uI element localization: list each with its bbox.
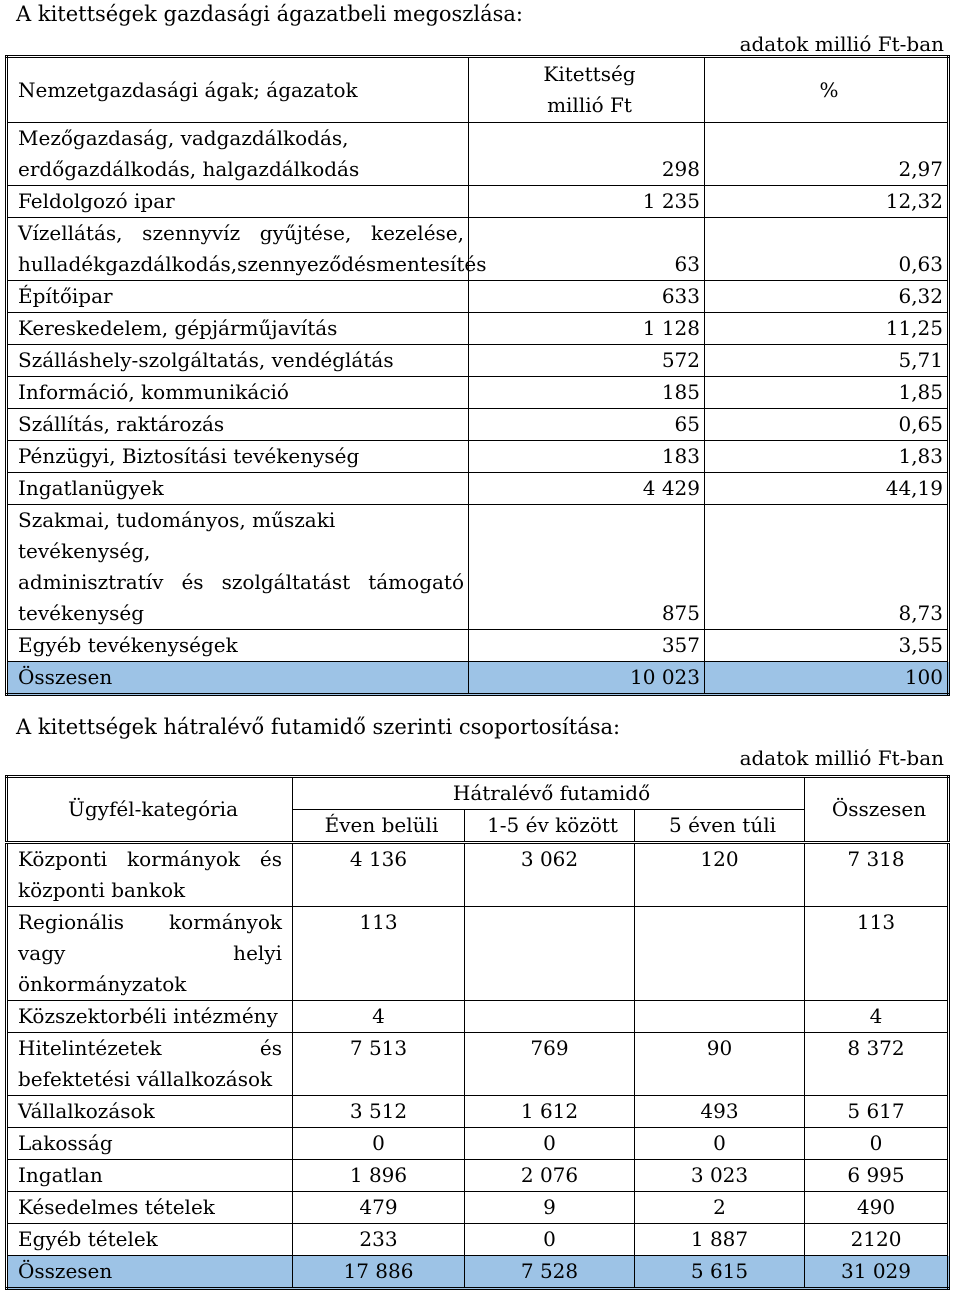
category-name — [7, 843, 293, 907]
sector-name-line: Építőipar — [18, 284, 113, 308]
category-name-line: Késedelmes tételek — [18, 1195, 215, 1219]
sector-name-line: erdőgazdálkodás, halgazdálkodás — [18, 157, 360, 181]
value-mid: 3 062 — [465, 843, 635, 907]
total-over: 5 615 — [635, 1256, 805, 1289]
sector-name — [7, 345, 469, 377]
value-total: 6 995 — [805, 1160, 949, 1192]
value-within: 4 136 — [293, 843, 465, 907]
value-total: 490 — [805, 1192, 949, 1224]
value-within: 233 — [293, 1224, 465, 1256]
sector-name — [7, 409, 469, 441]
category-name — [7, 1096, 293, 1128]
value-over: 90 — [635, 1033, 805, 1096]
percent-value: 0,63 — [705, 218, 949, 281]
sector-exposure-table — [5, 55, 950, 696]
category-name-line: Regionális kormányok — [18, 910, 282, 934]
category-name-line: vagy helyi — [18, 941, 282, 965]
sector-name — [7, 505, 469, 630]
table-row — [7, 1160, 949, 1192]
category-name-line: Ingatlan — [18, 1163, 103, 1187]
exposure-value: 572 — [469, 345, 705, 377]
value-mid: 0 — [465, 1224, 635, 1256]
header-one-to-five: 1-5 év között — [465, 810, 635, 843]
percent-value: 11,25 — [705, 313, 949, 345]
value-over: 3 023 — [635, 1160, 805, 1192]
value-over — [635, 1001, 805, 1033]
total-total: 31 029 — [805, 1256, 949, 1289]
percent-value: 8,73 — [705, 505, 949, 630]
table-row — [7, 1033, 949, 1096]
sector-name-line: Vízellátás, szennyvíz gyűjtése, kezelése, — [18, 221, 464, 245]
sector-name-line: Kereskedelem, gépjárműjavítás — [18, 316, 338, 340]
sector-name — [7, 473, 469, 505]
value-over: 493 — [635, 1096, 805, 1128]
value-total: 4 — [805, 1001, 949, 1033]
sector-name — [7, 281, 469, 313]
total-within: 17 886 — [293, 1256, 465, 1289]
table-header-row — [7, 777, 949, 810]
value-within: 3 512 — [293, 1096, 465, 1128]
sector-name — [7, 218, 487, 281]
value-over: 0 — [635, 1128, 805, 1160]
value-total: 7 318 — [805, 843, 949, 907]
total-label: Összesen — [7, 1256, 293, 1289]
category-name-line: Központi kormányok és — [18, 847, 282, 871]
percent-value: 1,83 — [705, 441, 949, 473]
table-row — [7, 505, 949, 630]
value-mid: 1 612 — [465, 1096, 635, 1128]
category-name — [7, 1160, 293, 1192]
value-mid: 769 — [465, 1033, 635, 1096]
sector-name — [7, 313, 469, 345]
table-row — [7, 1001, 949, 1033]
sector-name-line: Feldolgozó ipar — [18, 189, 175, 213]
total-row — [7, 1256, 949, 1289]
sector-name-line: adminisztratív és szolgáltatást támogató — [18, 570, 464, 594]
percent-value: 12,32 — [705, 186, 949, 218]
category-name — [7, 1224, 293, 1256]
table-row — [7, 907, 949, 1001]
value-over: 120 — [635, 843, 805, 907]
category-name-line: Közszektorbéli intézmény — [18, 1004, 278, 1028]
sector-name-line: Egyéb tevékenységek — [18, 633, 238, 657]
exposure-value: 875 — [469, 505, 705, 630]
value-mid: 2 076 — [465, 1160, 635, 1192]
exposure-value: 63 — [469, 218, 705, 281]
table-row — [7, 843, 949, 907]
table-row — [7, 281, 949, 313]
value-total: 113 — [805, 907, 949, 1001]
percent-value: 6,32 — [705, 281, 949, 313]
sector-name-line: Szállítás, raktározás — [18, 412, 225, 436]
percent-value: 44,19 — [705, 473, 949, 505]
table-row — [7, 1128, 949, 1160]
section2-unit: adatok millió Ft-ban — [739, 746, 944, 770]
table-row — [7, 1096, 949, 1128]
header-exposure-line1: Kitettség — [543, 62, 636, 86]
total-label: Összesen — [7, 662, 469, 695]
table-row — [7, 1224, 949, 1256]
section1-unit: adatok millió Ft-ban — [739, 32, 944, 56]
category-name — [7, 1128, 293, 1160]
total-row — [7, 662, 949, 695]
value-within: 479 — [293, 1192, 465, 1224]
value-total: 8 372 — [805, 1033, 949, 1096]
table-row — [7, 218, 949, 281]
percent-value: 2,97 — [705, 123, 949, 186]
value-within: 113 — [293, 907, 465, 1001]
value-within: 7 513 — [293, 1033, 465, 1096]
category-name — [7, 1001, 293, 1033]
header-remaining: Hátralévő futamidő — [293, 777, 805, 810]
header-within-year: Éven belüli — [293, 810, 465, 843]
header-total: Összesen — [805, 777, 949, 843]
category-name — [7, 907, 293, 1001]
value-over: 2 — [635, 1192, 805, 1224]
value-mid: 0 — [465, 1128, 635, 1160]
sector-name-line: Mezőgazdaság, vadgazdálkodás, — [18, 126, 349, 150]
exposure-value: 357 — [469, 630, 705, 662]
sector-name — [7, 377, 469, 409]
sector-name-line: hulladékgazdálkodás,szennyeződésmentesítés — [18, 252, 487, 276]
value-total: 0 — [805, 1128, 949, 1160]
category-name-line: központi bankok — [18, 878, 186, 902]
value-total: 2120 — [805, 1224, 949, 1256]
percent-value: 5,71 — [705, 345, 949, 377]
sector-name-line: Szálláshely-szolgáltatás, vendéglátás — [18, 348, 394, 372]
sector-name — [7, 441, 469, 473]
exposure-value: 633 — [469, 281, 705, 313]
value-within: 4 — [293, 1001, 465, 1033]
value-mid — [465, 1001, 635, 1033]
value-total: 5 617 — [805, 1096, 949, 1128]
header-sector: Nemzetgazdasági ágak; ágazatok — [7, 57, 469, 123]
section1-title: A kitettségek gazdasági ágazatbeli megoszlása: — [16, 2, 523, 26]
category-name-line: önkormányzatok — [18, 972, 187, 996]
exposure-value: 185 — [469, 377, 705, 409]
table-row — [7, 441, 949, 473]
value-over — [635, 907, 805, 1001]
table-row — [7, 186, 949, 218]
section2-title: A kitettségek hátralévő futamidő szerinti csoportosítása: — [16, 715, 621, 739]
category-name — [7, 1033, 293, 1096]
table-header-row — [7, 57, 949, 123]
table-row — [7, 377, 949, 409]
exposure-value: 298 — [469, 123, 705, 186]
maturity-table — [5, 775, 950, 1290]
sector-name-line: Pénzügyi, Biztosítási tevékenység — [18, 444, 360, 468]
table-row — [7, 123, 949, 186]
table-row — [7, 313, 949, 345]
category-name-line: Egyéb tételek — [18, 1227, 158, 1251]
total-value: 10 023 — [469, 662, 705, 695]
table-row — [7, 473, 949, 505]
total-pct: 100 — [705, 662, 949, 695]
exposure-value: 1 235 — [469, 186, 705, 218]
header-exposure-line2: millió Ft — [547, 93, 632, 117]
percent-value: 1,85 — [705, 377, 949, 409]
category-name-line: Vállalkozások — [18, 1099, 155, 1123]
table-row — [7, 409, 949, 441]
total-mid: 7 528 — [465, 1256, 635, 1289]
table-row — [7, 345, 949, 377]
exposure-value: 1 128 — [469, 313, 705, 345]
sector-name-line: Szakmai, tudományos, műszaki tevékenység, — [18, 508, 336, 563]
table-row — [7, 630, 949, 662]
value-over: 1 887 — [635, 1224, 805, 1256]
category-name-line: Hitelintézetek és — [18, 1036, 282, 1060]
sector-name-line: Ingatlanügyek — [18, 476, 164, 500]
percent-value: 0,65 — [705, 409, 949, 441]
exposure-value: 65 — [469, 409, 705, 441]
header-percent: % — [705, 57, 949, 123]
sector-name-line: Információ, kommunikáció — [18, 380, 289, 404]
header-over-five: 5 éven túli — [635, 810, 805, 843]
value-mid — [465, 907, 635, 1001]
value-within: 1 896 — [293, 1160, 465, 1192]
table-row — [7, 1192, 949, 1224]
exposure-value: 4 429 — [469, 473, 705, 505]
sector-name — [7, 630, 469, 662]
exposure-value: 183 — [469, 441, 705, 473]
category-name — [7, 1192, 293, 1224]
sector-name — [7, 123, 469, 186]
sector-name — [7, 186, 469, 218]
category-name-line: befektetési vállalkozások — [18, 1067, 273, 1091]
sector-name-line: tevékenység — [18, 601, 145, 625]
value-mid: 9 — [465, 1192, 635, 1224]
header-exposure — [469, 57, 705, 123]
value-within: 0 — [293, 1128, 465, 1160]
percent-value: 3,55 — [705, 630, 949, 662]
category-name-line: Lakosság — [18, 1131, 113, 1155]
header-category: Ügyfél-kategória — [7, 777, 293, 843]
